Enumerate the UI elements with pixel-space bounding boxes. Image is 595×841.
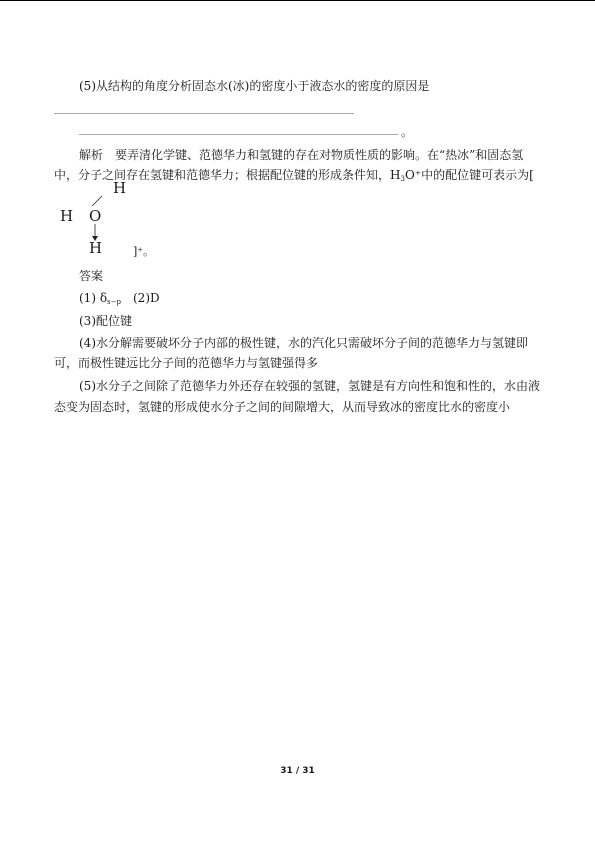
atom-h-left: H <box>60 207 74 225</box>
answer-item-5-line-1: (5)水分子之间除了范德华力外还存在较强的氢键，氢键是有方向性和饱和性的，水由液 <box>79 379 541 393</box>
atom-o: O <box>89 207 102 225</box>
answer-item-4-line-1: (4)水分解需要破坏分子内部的极性键，水的汽化只需破坏分子间的范德华力与氢键即 <box>79 336 529 350</box>
answer-item-3: (3)配位键 <box>79 314 132 328</box>
analysis-line-2-prefix: 中，分子之间存在氢键和范德华力；根据配位键的形成条件知，H <box>54 168 401 182</box>
analysis-line-1: 解析 要弄清化学键、范德华力和氢键的存在对物质性质的影响。在“热冰”和固态氢 <box>79 148 524 162</box>
page-number: 31 / 31 <box>280 766 315 776</box>
answer-blank-line-1 <box>54 113 354 114</box>
header-rule <box>0 0 595 1</box>
answer-item-4-line-2: 可，而极性键远比分子间的范德华力与氢键强得多 <box>54 356 319 370</box>
analysis-line-2-suffix: O⁺中的配位键可表示为[ <box>404 168 534 182</box>
bond-o-h-top <box>92 196 102 206</box>
blank-period: 。 <box>401 125 414 139</box>
answer-blank-line-2 <box>79 134 398 135</box>
answer-label: 答案 <box>79 269 104 283</box>
question-5-text: (5)从结构的角度分析固态水(冰)的密度小于液态水的密度的原因是 <box>79 79 430 93</box>
answer-item-1-2 <box>79 290 160 310</box>
answer-item-2: (2)D <box>121 291 160 305</box>
analysis-subscript: 3 <box>400 175 405 183</box>
answer-item-5-line-2: 态变为固态时，氢键的形成使水分子之间的间隙增大，从而导致冰的密度比水的密度小 <box>54 400 511 414</box>
answer-item-1-prefix: (1) δ <box>79 291 108 305</box>
atom-h-bottom: H <box>89 239 103 257</box>
atom-h-top: H <box>113 179 127 197</box>
structure-bracket-close: ]⁺。 <box>133 245 155 258</box>
answer-item-1-subscript: s−p <box>107 298 121 306</box>
